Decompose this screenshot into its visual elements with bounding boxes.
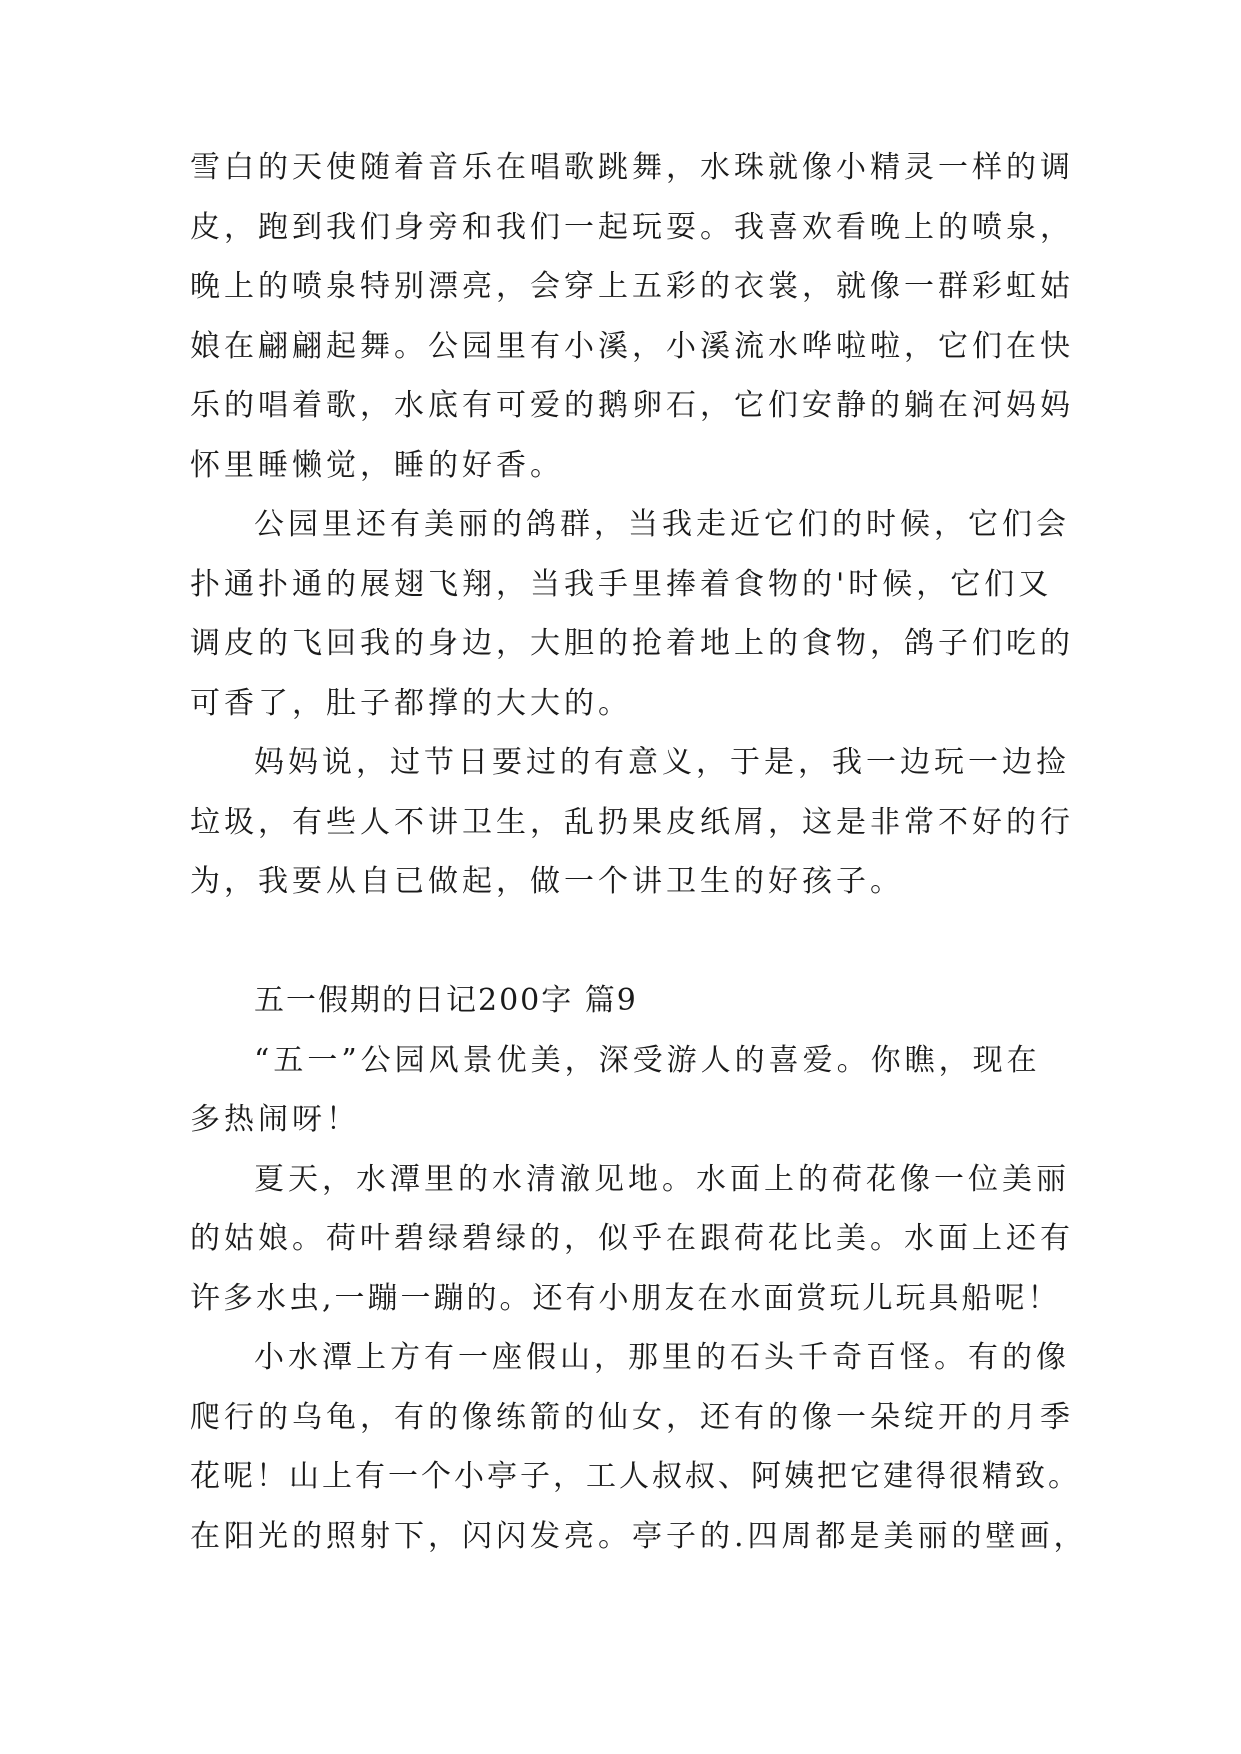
text-line: 调皮的飞回我的身边，大胆的抢着地上的食物，鸽子们吃的 <box>190 626 1074 661</box>
paragraph-first-line: “五一”公园风景优美，深受游人的喜爱。你瞧，现在 <box>254 1043 1041 1078</box>
text-line: 怀里睡懒觉，睡的好香。 <box>190 448 564 483</box>
text-line: 多热闹呀！ <box>190 1102 360 1137</box>
text-line: 爬行的乌龟，有的像练箭的仙女，还有的像一朵绽开的月季 <box>190 1400 1074 1435</box>
paragraph-first-line: 妈妈说，过节日要过的有意义，于是，我一边玩一边捡 <box>254 745 1070 780</box>
paragraph-first-line: 夏天，水潭里的水清澈见地。水面上的荷花像一位美丽 <box>254 1162 1070 1197</box>
text-line: 乐的唱着歌，水底有可爱的鹅卵石，它们安静的躺在河妈妈 <box>190 388 1074 423</box>
text-line: 雪白的天使随着音乐在唱歌跳舞，水珠就像小精灵一样的调 <box>190 150 1074 185</box>
text-line: 在阳光的照射下，闪闪发亮。亭子的.四周都是美丽的壁画， <box>190 1519 1088 1554</box>
text-line: 娘在翩翩起舞。公园里有小溪，小溪流水哗啦啦，它们在快 <box>190 329 1074 364</box>
text-line: 为，我要从自已做起，做一个讲卫生的好孩子。 <box>190 864 904 899</box>
text-line: 皮，跑到我们身旁和我们一起玩耍。我喜欢看晚上的喷泉， <box>190 210 1074 245</box>
text-line: 垃圾，有些人不讲卫生，乱扔果皮纸屑，这是非常不好的行 <box>190 805 1074 840</box>
paragraph-first-line: 公园里还有美丽的鸽群，当我走近它们的时候，它们会 <box>254 507 1070 542</box>
paragraph-first-line: 小水潭上方有一座假山，那里的石头千奇百怪。有的像 <box>254 1340 1070 1375</box>
text-line: 的姑娘。荷叶碧绿碧绿的，似乎在跟荷花比美。水面上还有 <box>190 1221 1074 1256</box>
text-line: 扑通扑通的展翅飞翔，当我手里捧着食物的'时候，它们又 <box>190 567 1053 602</box>
text-line: 晚上的喷泉特别漂亮，会穿上五彩的衣裳，就像一群彩虹姑 <box>190 269 1074 304</box>
text-line: 许多水虫,一蹦一蹦的。还有小朋友在水面赏玩儿玩具船呢！ <box>190 1281 1061 1316</box>
text-line: 可香了，肚子都撑的大大的。 <box>190 686 632 721</box>
text-line: 花呢！山上有一个小亭子，工人叔叔、阿姨把它建得很精致。 <box>190 1459 1081 1494</box>
section-heading: 五一假期的日记200字 篇9 <box>254 983 638 1018</box>
